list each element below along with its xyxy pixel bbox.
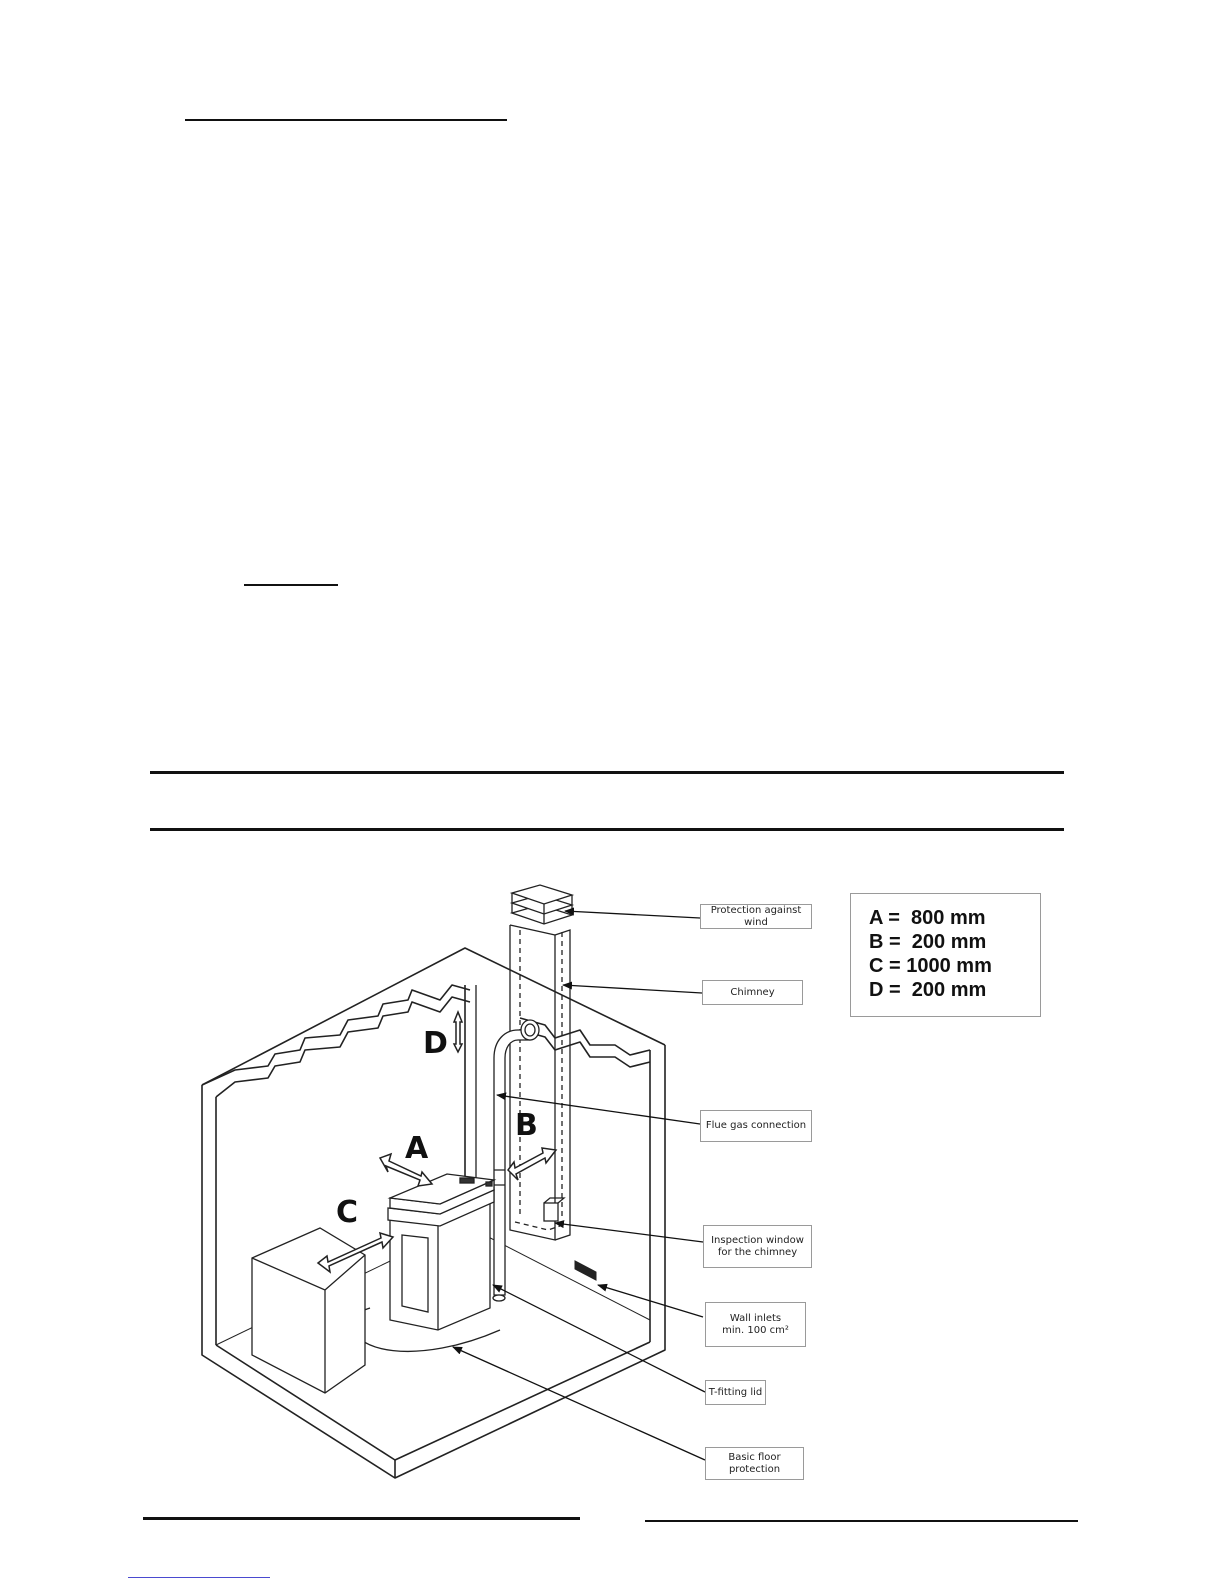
dimension-c: C = 1000 mm bbox=[869, 955, 992, 977]
letter-d: D bbox=[423, 1026, 448, 1061]
letter-c: C bbox=[336, 1195, 359, 1230]
dimension-b: B = 200 mm bbox=[869, 931, 987, 953]
callout-protection-against-wind bbox=[700, 904, 812, 929]
callout-label: Protection against wind bbox=[710, 904, 802, 928]
callout-chimney bbox=[702, 980, 803, 1005]
dimension-d: D = 200 mm bbox=[869, 979, 987, 1001]
wall-inlet-grille bbox=[575, 1261, 596, 1280]
callout-basic-floor-protection bbox=[705, 1447, 804, 1480]
letter-a: A bbox=[405, 1131, 429, 1166]
callout-inspection-window bbox=[703, 1225, 812, 1268]
callout-label: Chimney bbox=[730, 986, 775, 998]
callout-label: Basic floor protection bbox=[728, 1451, 781, 1475]
callout-flue-gas-connection bbox=[700, 1110, 812, 1142]
letter-b: B bbox=[515, 1108, 538, 1143]
chimney bbox=[510, 925, 570, 1240]
callout-label: Wall inlets bbox=[729, 1312, 782, 1324]
callout-label: Inspection window bbox=[711, 1234, 804, 1246]
callout-label: Flue gas connection bbox=[705, 1120, 807, 1131]
wind-cap bbox=[512, 885, 572, 924]
callout-label: for the chimney bbox=[717, 1246, 798, 1258]
dimension-legend bbox=[850, 893, 1041, 1017]
callout-label: T-fitting lid bbox=[708, 1386, 763, 1398]
stove bbox=[350, 1174, 500, 1351]
callout-t-fitting-lid bbox=[705, 1380, 766, 1405]
callout-label: min. 100 cm² bbox=[722, 1324, 789, 1336]
callout-wall-inlets bbox=[705, 1302, 806, 1347]
dimension-a: A = 800 mm bbox=[869, 907, 986, 929]
